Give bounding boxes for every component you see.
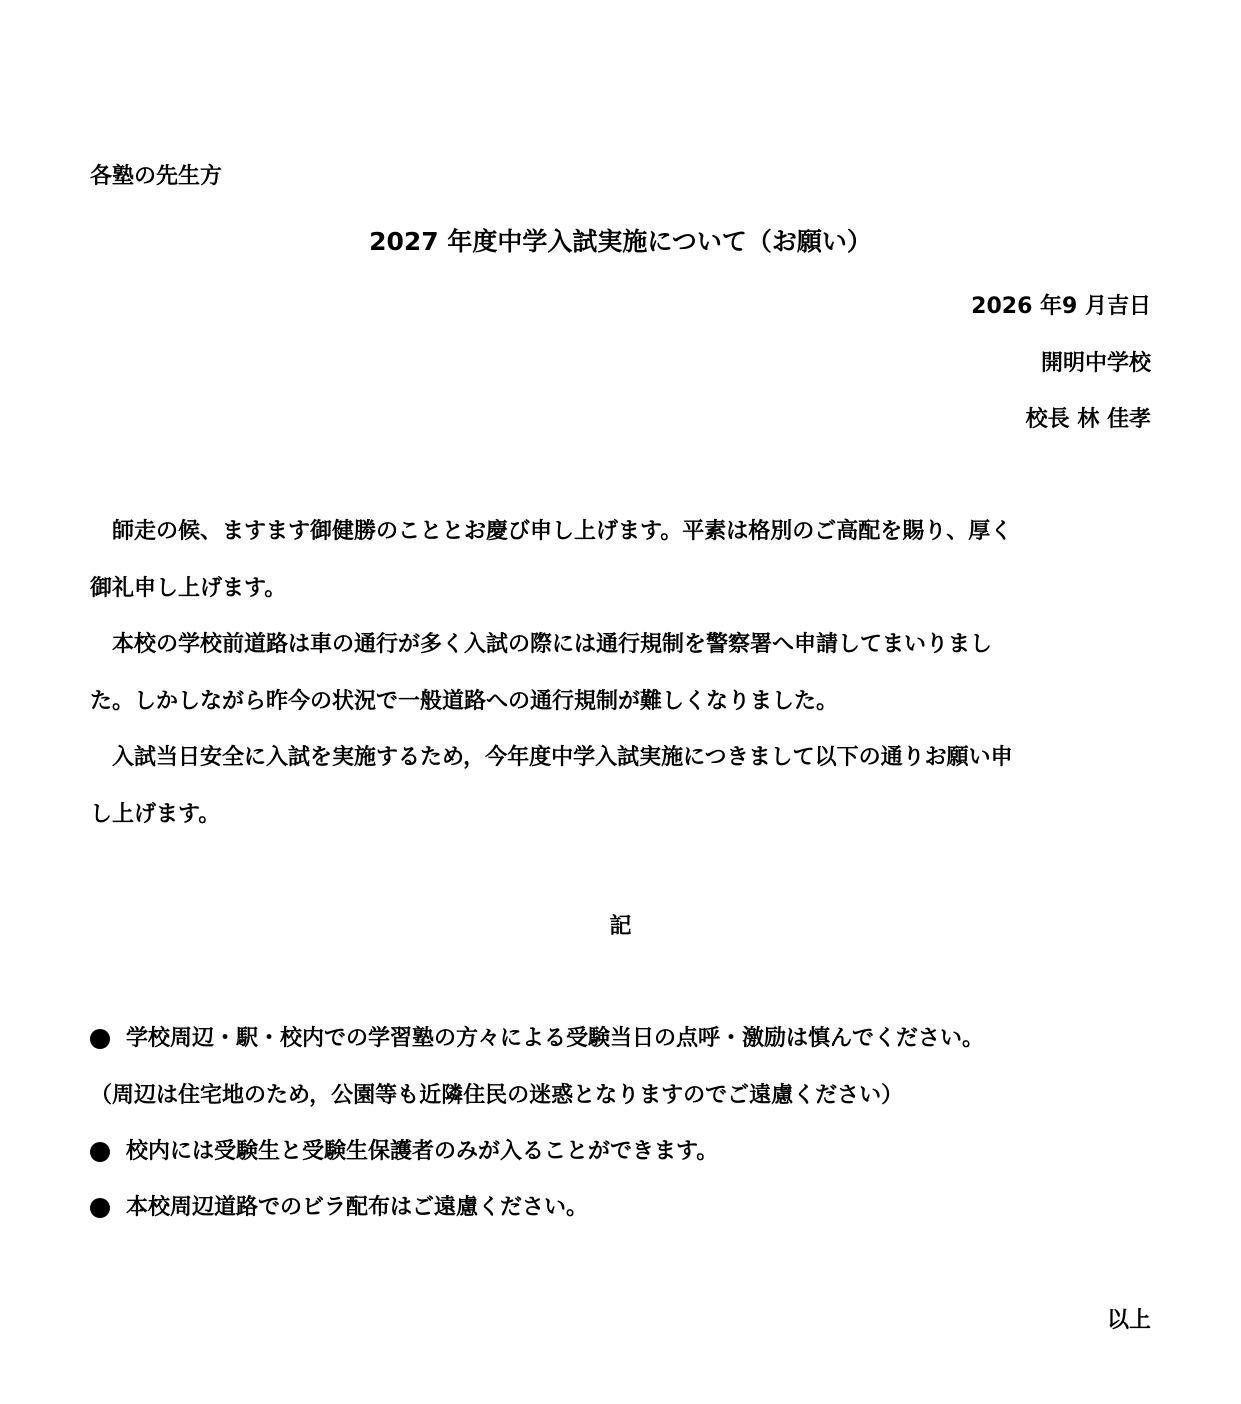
addressee: 各塾の先生方: [90, 164, 223, 189]
list-item: [90, 1137, 718, 1167]
body-line-1: 師走の候、ますます御健勝のこととお慶び申し上げます。平素は格別のご高配を賜り、厚く: [112, 519, 1013, 544]
bullet-icon: [90, 1198, 110, 1218]
bullet-icon: [90, 1142, 110, 1162]
list-item: [90, 1024, 984, 1054]
document-title: 2027 年度中学入試実施について（お願い）: [369, 227, 872, 256]
body-line-3: 本校の学校前道路は車の通行が多く入試の際には通行規制を警察署へ申請してまいりまし: [112, 632, 993, 657]
body-line-6: し上げます。: [90, 802, 221, 827]
bullet-icon: [90, 1029, 110, 1049]
body-line-4: た。しかしながら昨今の状況で一般道路への通行規制が難しくなりました。: [90, 689, 839, 714]
item-text: 校内には受験生と受験生保護者のみが入ることができます。: [126, 1139, 719, 1164]
body-line-2: 御礼申し上げます。: [90, 576, 287, 601]
school-name: 開明中学校: [1040, 351, 1151, 376]
ki-heading: 記: [609, 914, 632, 939]
body-line-5: 入試当日安全に入試を実施するため，今年度中学入試実施につきまして以下の通りお願い申: [112, 745, 1013, 770]
item-text: 本校周辺道路でのビラ配布はご遠慮ください。: [126, 1195, 589, 1220]
item-note: （周辺は住宅地のため，公園等も近隣住民の迷惑となりますのでご遠慮ください）: [90, 1083, 904, 1108]
issue-date: 2026 年9 月吉日: [971, 294, 1151, 319]
principal-name: 校長 林 佳孝: [1025, 407, 1151, 432]
list-item: [90, 1193, 588, 1223]
closing: 以上: [1106, 1308, 1151, 1333]
item-text: 学校周辺・駅・校内での学習塾の方々による受験当日の点呼・激励は慎んでください。: [126, 1026, 985, 1051]
